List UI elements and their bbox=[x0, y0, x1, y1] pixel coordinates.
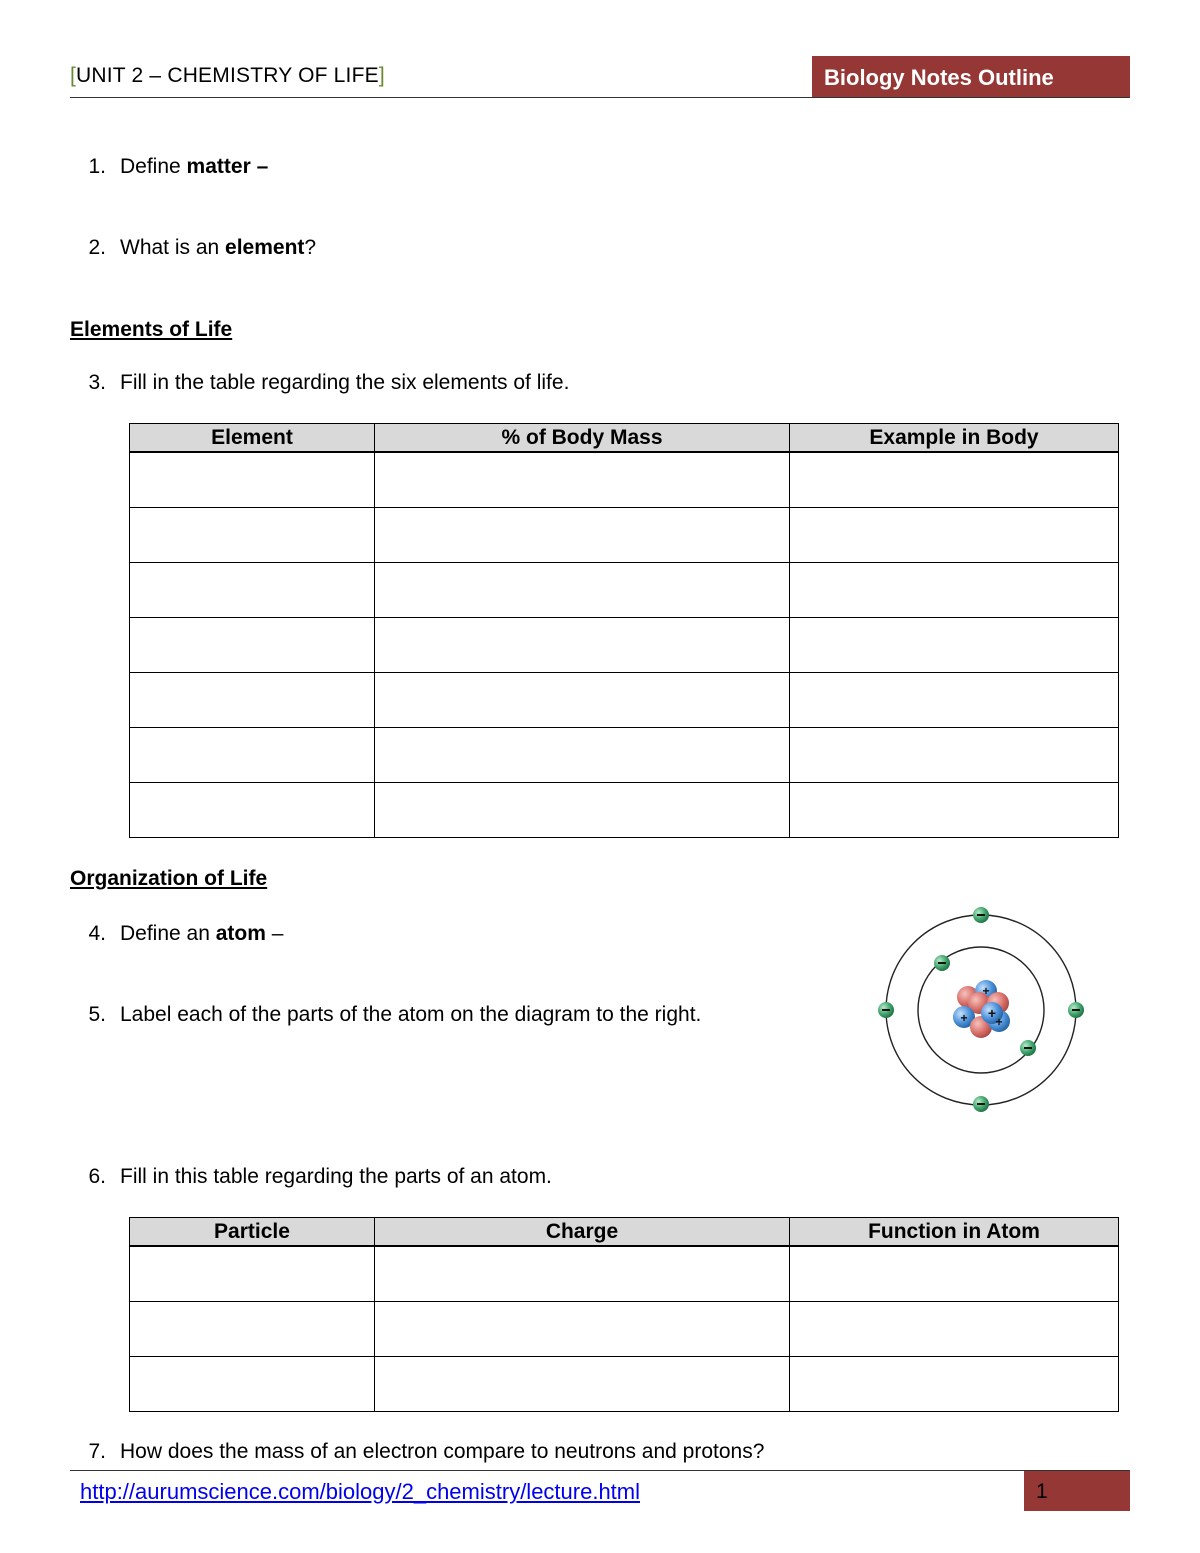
question-7 bbox=[70, 1440, 764, 1464]
blank-answer-cell[interactable] bbox=[790, 783, 1119, 838]
elements-table bbox=[129, 423, 1119, 838]
atom-parts-table bbox=[129, 1217, 1119, 1412]
blank-answer-cell[interactable] bbox=[375, 618, 790, 673]
question-number: 7. bbox=[88, 1440, 106, 1463]
table-row bbox=[130, 1357, 1119, 1412]
blank-answer-cell[interactable] bbox=[130, 618, 375, 673]
question-number: 4. bbox=[88, 922, 106, 945]
column-header-particle: Particle bbox=[130, 1218, 375, 1247]
blank-answer-cell[interactable] bbox=[790, 673, 1119, 728]
question-1 bbox=[70, 155, 268, 179]
table-row bbox=[130, 783, 1119, 838]
question-text: Fill in the table regarding the six elements of life. bbox=[120, 371, 570, 394]
unit-title-text: UNIT 2 – CHEMISTRY OF LIFE bbox=[76, 64, 379, 87]
question-number: 5. bbox=[88, 1003, 106, 1026]
table-row bbox=[130, 673, 1119, 728]
blank-answer-cell[interactable] bbox=[375, 728, 790, 783]
question-text-end: ? bbox=[304, 236, 317, 259]
table-row bbox=[130, 618, 1119, 673]
column-header-function: Function in Atom bbox=[790, 1218, 1119, 1247]
blank-answer-cell[interactable] bbox=[790, 1302, 1119, 1357]
unit-title bbox=[70, 64, 385, 88]
question-term: matter – bbox=[186, 155, 269, 178]
question-number: 6. bbox=[88, 1165, 106, 1188]
blank-answer-cell[interactable] bbox=[130, 1246, 375, 1302]
blank-answer-cell[interactable] bbox=[790, 1246, 1119, 1302]
svg-text:+: + bbox=[960, 1011, 968, 1025]
footer-source-link[interactable]: http://aurumscience.com/biology/2_chemistry/lecture.html bbox=[80, 1479, 641, 1504]
section-heading-organization-of-life: Organization of Life bbox=[70, 867, 268, 890]
question-term: element bbox=[225, 236, 305, 259]
question-text: What is an bbox=[120, 236, 226, 259]
blank-answer-cell[interactable] bbox=[375, 563, 790, 618]
blank-answer-cell[interactable] bbox=[130, 673, 375, 728]
question-text-end: – bbox=[265, 922, 284, 945]
table-row bbox=[130, 508, 1119, 563]
blank-answer-cell[interactable] bbox=[375, 783, 790, 838]
blank-answer-cell[interactable] bbox=[130, 728, 375, 783]
blank-answer-cell[interactable] bbox=[375, 1302, 790, 1357]
blank-answer-cell[interactable] bbox=[375, 1357, 790, 1412]
nucleus bbox=[953, 980, 1010, 1038]
svg-text:+: + bbox=[987, 1005, 997, 1021]
atom-diagram-icon bbox=[868, 895, 1096, 1127]
column-header-body-mass: % of Body Mass bbox=[375, 424, 790, 453]
blank-answer-cell[interactable] bbox=[790, 563, 1119, 618]
table-header-row bbox=[130, 424, 1119, 453]
blank-answer-cell[interactable] bbox=[130, 563, 375, 618]
column-header-element: Element bbox=[130, 424, 375, 453]
question-4 bbox=[70, 922, 283, 946]
svg-text:+: + bbox=[982, 984, 990, 998]
blank-answer-cell[interactable] bbox=[375, 452, 790, 508]
column-header-charge: Charge bbox=[375, 1218, 790, 1247]
header-badge: Biology Notes Outline bbox=[812, 56, 1130, 98]
question-3 bbox=[70, 371, 569, 395]
blank-answer-cell[interactable] bbox=[790, 618, 1119, 673]
column-header-example: Example in Body bbox=[790, 424, 1119, 453]
blank-answer-cell[interactable] bbox=[375, 508, 790, 563]
table-header-row bbox=[130, 1218, 1119, 1247]
blank-answer-cell[interactable] bbox=[790, 508, 1119, 563]
question-text: Label each of the parts of the atom on the diagram to the right. bbox=[120, 1003, 702, 1026]
blank-answer-cell[interactable] bbox=[130, 452, 375, 508]
question-number: 2. bbox=[88, 236, 106, 259]
blank-answer-cell[interactable] bbox=[790, 1357, 1119, 1412]
table-row bbox=[130, 563, 1119, 618]
blank-answer-cell[interactable] bbox=[375, 1246, 790, 1302]
section-heading-elements-of-life: Elements of Life bbox=[70, 318, 233, 341]
question-5 bbox=[70, 1003, 701, 1027]
question-text: Define bbox=[120, 155, 187, 178]
blank-answer-cell[interactable] bbox=[790, 728, 1119, 783]
table-row bbox=[130, 452, 1119, 508]
question-text: Define an bbox=[120, 922, 216, 945]
blank-answer-cell[interactable] bbox=[130, 1357, 375, 1412]
table-row bbox=[130, 1246, 1119, 1302]
blank-answer-cell[interactable] bbox=[375, 673, 790, 728]
question-number: 3. bbox=[88, 371, 106, 394]
question-text: Fill in this table regarding the parts of an atom. bbox=[120, 1165, 552, 1188]
bracket-open: [ bbox=[70, 64, 77, 87]
question-6 bbox=[70, 1165, 552, 1189]
page-number: 1 bbox=[1024, 1471, 1130, 1511]
question-number: 1. bbox=[88, 155, 106, 178]
blank-answer-cell[interactable] bbox=[130, 1302, 375, 1357]
question-term: atom bbox=[215, 922, 266, 945]
table-row bbox=[130, 1302, 1119, 1357]
question-text: How does the mass of an electron compare to neutrons and protons? bbox=[120, 1440, 765, 1463]
bracket-close: ] bbox=[378, 64, 385, 87]
blank-answer-cell[interactable] bbox=[790, 452, 1119, 508]
question-2 bbox=[70, 236, 316, 260]
footer-rule bbox=[70, 1470, 1130, 1471]
svg-text:+: + bbox=[995, 1015, 1003, 1029]
blank-answer-cell[interactable] bbox=[130, 783, 375, 838]
blank-answer-cell[interactable] bbox=[130, 508, 375, 563]
table-row bbox=[130, 728, 1119, 783]
header-rule bbox=[70, 97, 812, 98]
